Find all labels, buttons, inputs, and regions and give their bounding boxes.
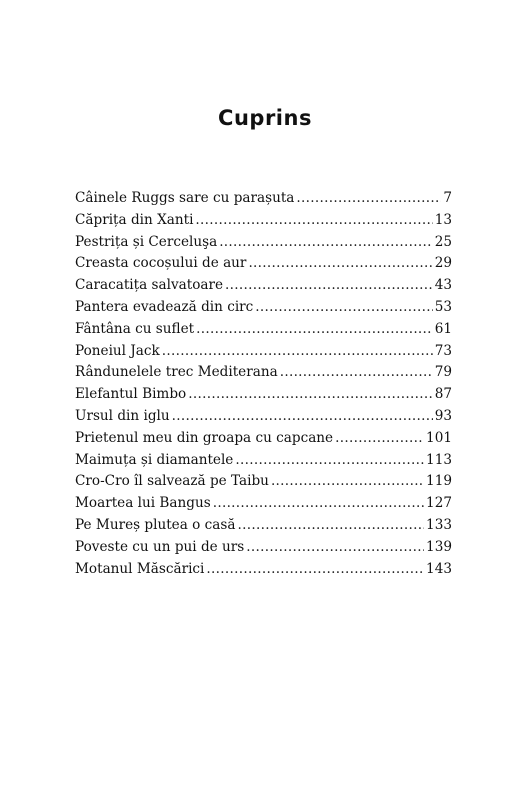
toc-entry-title: Rândunelele trec Mediterana: [75, 364, 278, 381]
toc-entry-title: Pe Mureș plutea o casă: [75, 516, 236, 533]
toc-entry-title: Poveste cu un pui de urs: [75, 538, 245, 555]
toc-entry: [75, 277, 452, 299]
toc-entry-title: Câinele Ruggs sare cu parașuta: [75, 190, 295, 206]
toc-entry-title: Pantera evadează din circ: [75, 298, 254, 315]
toc-entry: [75, 234, 452, 256]
toc-entry: [75, 343, 452, 365]
toc-entry: [75, 212, 452, 234]
toc-entry-page: 119: [426, 473, 452, 490]
toc-entry: [75, 539, 452, 561]
toc-entry: [75, 299, 452, 321]
toc-entry-page: 101: [426, 429, 452, 446]
dot-leader: [225, 277, 433, 293]
page-title: Cuprins: [218, 106, 312, 131]
toc-entry-page: 139: [426, 538, 452, 555]
dot-leader: [255, 299, 432, 315]
toc-entry: [75, 364, 452, 386]
dot-leader: [172, 408, 433, 424]
toc-entry-title: Caracatița salvatoare: [75, 277, 224, 294]
toc-entry: [75, 430, 452, 452]
toc-entry-title: Elefantul Bimbo: [75, 386, 187, 403]
toc-entry-title: Creasta cocoșului de aur: [75, 255, 247, 272]
toc-entry: [75, 408, 452, 430]
toc-entry: [75, 473, 452, 495]
toc-entry: [75, 255, 452, 277]
toc-entry: [75, 190, 452, 212]
dot-leader: [219, 234, 433, 250]
toc-entry-page: 7: [443, 190, 452, 206]
dot-leader: [280, 364, 433, 380]
dot-leader: [335, 430, 424, 446]
toc-entry-page: 79: [434, 364, 452, 381]
toc-entry-page: 29: [434, 255, 452, 272]
toc-entry-page: 133: [426, 516, 452, 533]
dot-leader: [248, 255, 432, 271]
dot-leader: [206, 561, 424, 577]
toc-entry-title: Poneiul Jack: [75, 342, 160, 359]
toc-entry: [75, 452, 452, 474]
dot-leader: [162, 343, 433, 359]
toc-entry-page: 87: [434, 386, 452, 403]
toc-entry-title: Ursul din iglu: [75, 407, 170, 424]
toc-entry-page: 13: [434, 211, 452, 228]
toc-entry: [75, 517, 452, 539]
dot-leader: [196, 321, 433, 337]
toc-entry-page: 61: [434, 320, 452, 337]
toc-entry-title: Prietenul meu din groapa cu capcane: [75, 429, 334, 446]
dot-leader: [195, 212, 432, 228]
dot-leader: [271, 473, 424, 489]
table-of-contents: [75, 190, 452, 582]
dot-leader: [213, 495, 424, 511]
toc-entry: [75, 561, 452, 583]
dot-leader: [235, 452, 424, 468]
toc-entry-page: 143: [426, 560, 452, 577]
toc-entry-page: 93: [434, 407, 452, 424]
dot-leader: [246, 539, 424, 555]
toc-entry-title: Motanul Măscărici: [75, 560, 205, 577]
toc-entry-title: Căprița din Xanti: [75, 211, 194, 228]
toc-entry-title: Moartea lui Bangus: [75, 495, 211, 512]
toc-entry-page: 25: [434, 233, 452, 250]
dot-leader: [237, 517, 424, 533]
toc-entry-page: 73: [434, 342, 452, 359]
dot-leader: [188, 386, 432, 402]
toc-entry: [75, 495, 452, 517]
dot-leader: [296, 190, 441, 206]
toc-entry: [75, 386, 452, 408]
toc-entry-title: Maimuța și diamantele: [75, 451, 234, 468]
toc-entry: [75, 321, 452, 343]
toc-entry-title: Fântâna cu suflet: [75, 320, 195, 337]
toc-entry-page: 43: [434, 277, 452, 294]
toc-entry-title: Cro-Cro îl salvează pe Taibu: [75, 473, 269, 490]
toc-entry-title: Pestrița și Cerceluşa: [75, 233, 218, 250]
toc-entry-page: 127: [426, 495, 452, 512]
toc-entry-page: 53: [434, 298, 452, 315]
toc-entry-page: 113: [426, 451, 452, 468]
